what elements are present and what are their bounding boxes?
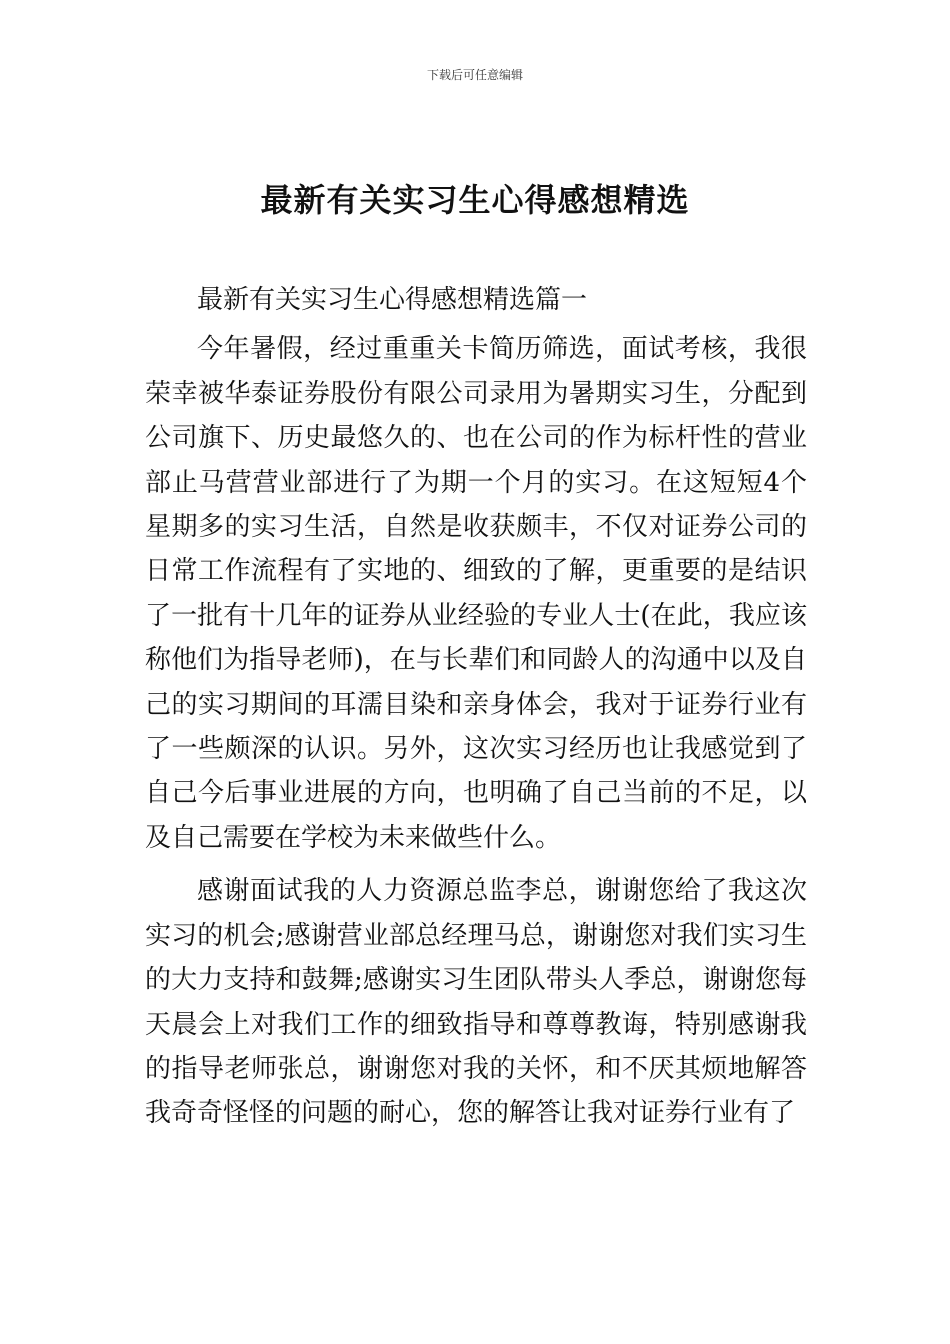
- document-title: 最新有关实习生心得感想精选: [260, 181, 690, 219]
- paragraph-2: 感谢面试我的人力资源总监李总，谢谢您给了我这次实习的机会;感谢营业部总经理马总，谢谢您对我们实习生的大力支持和鼓舞;感谢实习生团队带头人季总，谢谢您每天晨会上对我们工作的细致指导和尊尊教诲，特别感谢我的指导老师张总，谢谢您对我的关怀，和不厌其烦地解答我奇奇怪怪的问题的耐心，您的解答让我对证券行业有了: [145, 876, 807, 1129]
- document-body: [145, 278, 807, 1145]
- paragraph-1: 今年暑假，经过重重关卡简历筛选，面试考核，我很荣幸被华泰证券股份有限公司录用为暑期实习生，分配到公司旗下、历史最悠久的、也在公司的作为标杆性的营业部止马营营业部进行了为期一个月的实习。在这短短4个星期多的实习生活，自然是收获颇丰，不仅对证券公司的日常工作流程有了实地的、细致的了解，更重要的是结识了一批有十几年的证券从业经验的专业人士(在此，我应该称他们为指导老师)，在与长辈们和同龄人的沟通中以及自己的实习期间的耳濡目染和亲身体会，我对于证券行业有了一些颇深的认识。另外，这次实习经历也让我感觉到了自己今后事业进展的方向，也明确了自己当前的不足，以及自己需要在学校为未来做些什么。: [145, 334, 807, 853]
- section-subtitle: 最新有关实习生心得感想精选篇一: [197, 285, 588, 315]
- header-note: 下载后可任意编辑: [426, 68, 523, 82]
